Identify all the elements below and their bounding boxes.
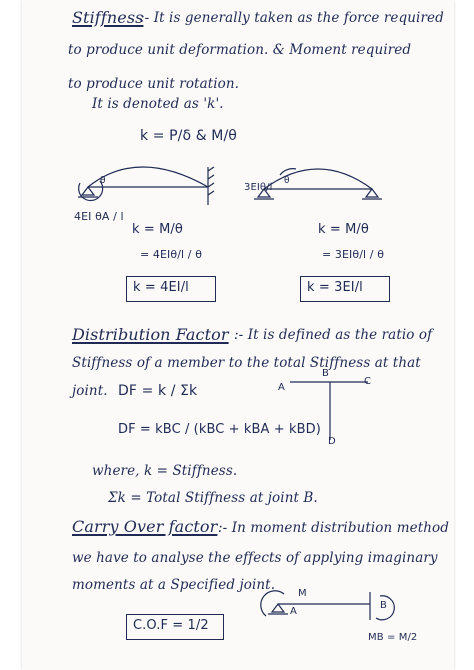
- cof-result: C.O.F = 1/2: [133, 618, 209, 633]
- notebook-page: [22, 0, 454, 670]
- cof-result-box: [126, 614, 224, 640]
- hinged-result: k = 3EI/l: [307, 280, 363, 295]
- cof-label-a: A: [290, 606, 297, 617]
- distribution-line-1: :- It is defined as the ratio of: [234, 327, 433, 343]
- carry-over-line-3: moments at a Specified joint.: [72, 577, 276, 593]
- joint-label-d: D: [328, 436, 336, 447]
- fixed-moment-label: 4EI θA / l: [74, 210, 124, 223]
- df-formula-2: DF = kBC / (kBC + kBA + kBD): [118, 422, 321, 437]
- df-formula-1: DF = k / Σk: [118, 383, 198, 399]
- stiffness-formula: k = P/δ & M/θ: [140, 128, 237, 144]
- carry-over-line-1: :- In moment distribution method: [218, 520, 450, 536]
- carry-over-line-2: we have to analyse the effects of applying imaginary: [72, 550, 438, 566]
- distribution-heading: Distribution Factor: [72, 325, 229, 344]
- joint-label-a: A: [278, 382, 285, 393]
- cof-label-m: M: [298, 588, 307, 599]
- cof-label-b: B: [380, 600, 387, 611]
- svg-text:θ: θ: [100, 176, 106, 186]
- where-line-1: where, k = Stiffness.: [92, 463, 238, 479]
- stiffness-line-3: to produce unit rotation.: [68, 76, 240, 92]
- fixed-eq-2: = 4EIθ/l / θ: [140, 248, 203, 261]
- stiffness-line-1: :- It is generally taken as the force required: [140, 10, 444, 26]
- carry-over-heading: Carry Over factor: [72, 517, 218, 536]
- fixed-result: k = 4EI/l: [133, 280, 189, 295]
- hinged-moment-label: 3EIθ/l: [244, 182, 273, 193]
- where-line-2: Σk = Total Stiffness at joint B.: [108, 490, 318, 506]
- joint-label-c: C: [364, 376, 372, 387]
- distribution-line-2: Stiffness of a member to the total Stiffness at that: [72, 355, 421, 371]
- hinged-eq-1: k = M/θ: [318, 222, 369, 237]
- fixed-eq-1: k = M/θ: [132, 222, 183, 237]
- stiffness-line-4: It is denoted as 'k'.: [92, 96, 224, 112]
- stiffness-heading: Stiffness: [72, 8, 144, 27]
- fixed-end-beam-figure: [78, 155, 228, 215]
- cof-label-mb: MB = M/2: [368, 632, 418, 643]
- hinged-result-box: [300, 276, 390, 302]
- hinged-eq-2: = 3EIθ/l / θ: [322, 248, 385, 261]
- svg-text:θ: θ: [284, 176, 290, 186]
- stiffness-line-2: to produce unit deformation. & Moment required: [68, 42, 412, 58]
- distribution-line-3: joint.: [72, 383, 108, 399]
- fixed-result-box: [126, 276, 216, 302]
- joint-label-b: B: [322, 368, 329, 379]
